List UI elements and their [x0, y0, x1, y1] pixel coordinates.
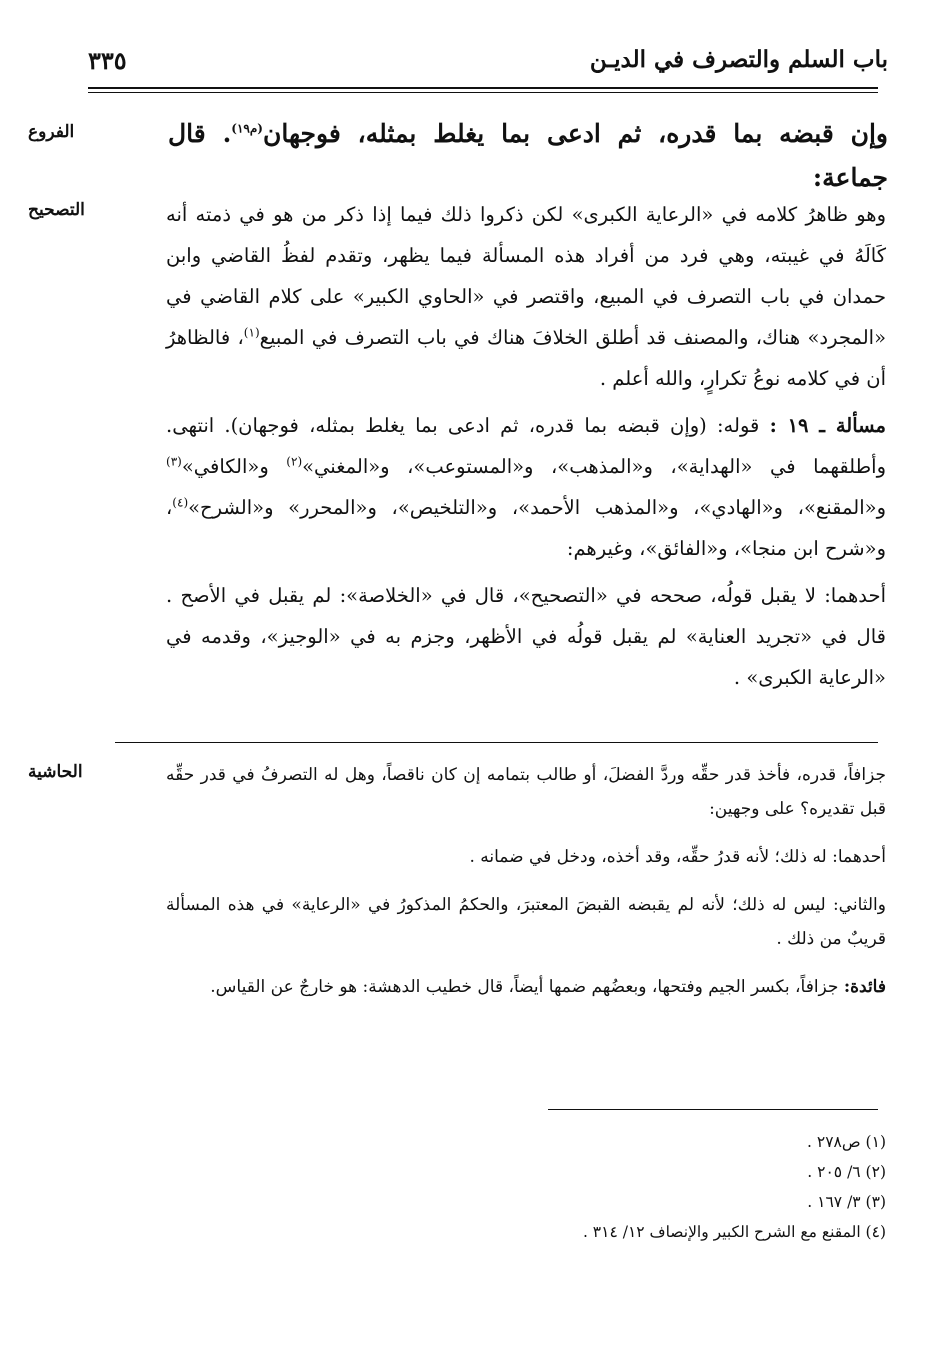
footnote-ref-2: (٢) — [286, 454, 303, 469]
furu-tail: . قال جماعة: — [168, 119, 888, 192]
page-number: ٣٣٥ — [88, 46, 127, 75]
hashia-section — [166, 758, 886, 1004]
label-furu: الفروع — [28, 122, 75, 142]
footnote-ref-3: (٣) — [166, 454, 182, 469]
section-divider — [115, 742, 878, 743]
hashia-paragraph-1: جزافاً، قدره، فأخذ قدر حقِّه وردَّ الفضلَ، أو طالب بتمامه إن كان ناقصاً، وهل له التصرفُ في قدر حقِّه قبل تقديره؟ على وجهين: — [166, 765, 886, 819]
running-header-title: باب السلم والتصرف في الديـن — [589, 46, 888, 73]
label-tashih: التصحيح — [28, 200, 85, 220]
faida-text: جزافاً، بكسر الجيم وفتحها، وبعضُهم ضمها أيضاً، قال خطيب الدهشة: هو خارجٌ عن القياس. — [210, 977, 844, 997]
footnote-3: (٣) ٣/ ١٦٧ . — [807, 1193, 886, 1211]
furu-main: وإن قبضه بما قدره، ثم ادعى بما يغلط بمثله، فوجهان — [262, 119, 888, 148]
header-rule — [88, 87, 878, 89]
header-rule-thin — [88, 92, 878, 93]
tashih-p1-text: وهو ظاهرُ كلامه في «الرعاية الكبرى» لكن ذكروا ذلك فيما إذا ذكر من هو في ذمته أنه كَالَهُ في غيبته، وهي فرد من أفراد هذه المسألة فيما يظهر، وتقدم لفظُ القاضي وابن حمدان في باب التصرف في المبيع، واقتصر في «الحاوي الكبير» على كلام القاضي في «المجرد» هناك، والمصنف قد أطلق الخلافَ هناك في باب التصرف في المبيع — [166, 203, 886, 349]
footnote-4: (٤) المقنع مع الشرح الكبير والإنصاف ١٢/ ٣١٤ . — [582, 1223, 886, 1241]
furu-text — [168, 112, 888, 200]
hashia-paragraph-4 — [166, 970, 886, 1004]
footnote-2: (٢) ٦/ ٢٠٥ . — [807, 1163, 886, 1181]
tashih-p2-text-d: ، و«شرح ابن منجا»، و«الفائق»، وغيرهم: — [166, 496, 886, 560]
tashih-p2-text-a: قوله: (وإن قبضه بما قدره، ثم ادعى بما يغلط بمثله، فوجهان). انتهى. وأطلقهما في «الهداية»، و«المذهب»، و«المستوعب»، و«المغني» — [166, 414, 886, 478]
footnote-divider — [548, 1109, 878, 1110]
hashia-paragraph-3: والثاني: ليس له ذلك؛ لأنه لم يقبضه القبضَ المعتبرَ، والحكمُ المذكورُ في «الرعاية» في هذه المسألة قريبٌ من ذلك . — [166, 895, 886, 949]
footnote-ref-1: (١) — [243, 325, 260, 340]
tashih-paragraph-3: أحدهما: لا يقبل قولُه، صححه في «التصحيح»، قال في «الخلاصة»: لم يقبل في الأصح . قال في «تجريد العناية» لم يقبل قولُه في الأظهر، وجزم به في «الوجيز»، وقدمه في «الرعاية الكبرى» . — [166, 584, 886, 689]
label-hashia: الحاشية — [28, 762, 83, 782]
tashih-paragraph-1 — [166, 194, 886, 399]
furu-ref: (م١٩) — [231, 121, 263, 136]
tashih-paragraph-2 — [166, 405, 886, 569]
footnotes — [386, 1127, 886, 1247]
tashih-p2-text-b: و«الكافي» — [181, 455, 287, 478]
footnote-1: (١) ص٢٧٨ . — [807, 1133, 886, 1151]
tashih-p2-text-c: و«المقنع»، و«الهادي»، و«المذهب الأحمد»، و«التلخيص»، و«المحرر» و«الشرح» — [188, 496, 886, 519]
faida-heading: فائدة: — [843, 977, 886, 997]
tashih-section — [166, 194, 886, 698]
footnote-ref-4: (٤) — [172, 495, 189, 510]
masala-heading: مسألة ـ ١٩ : — [769, 414, 886, 437]
tashih-p1-tail: ، فالظاهرُ أن في كلامه نوعُ تكرارٍ، والله أعلم . — [166, 326, 886, 390]
hashia-paragraph-2: أحدهما: له ذلك؛ لأنه قدرُ حقِّه، وقد أخذه، ودخل في ضمانه . — [469, 847, 886, 867]
